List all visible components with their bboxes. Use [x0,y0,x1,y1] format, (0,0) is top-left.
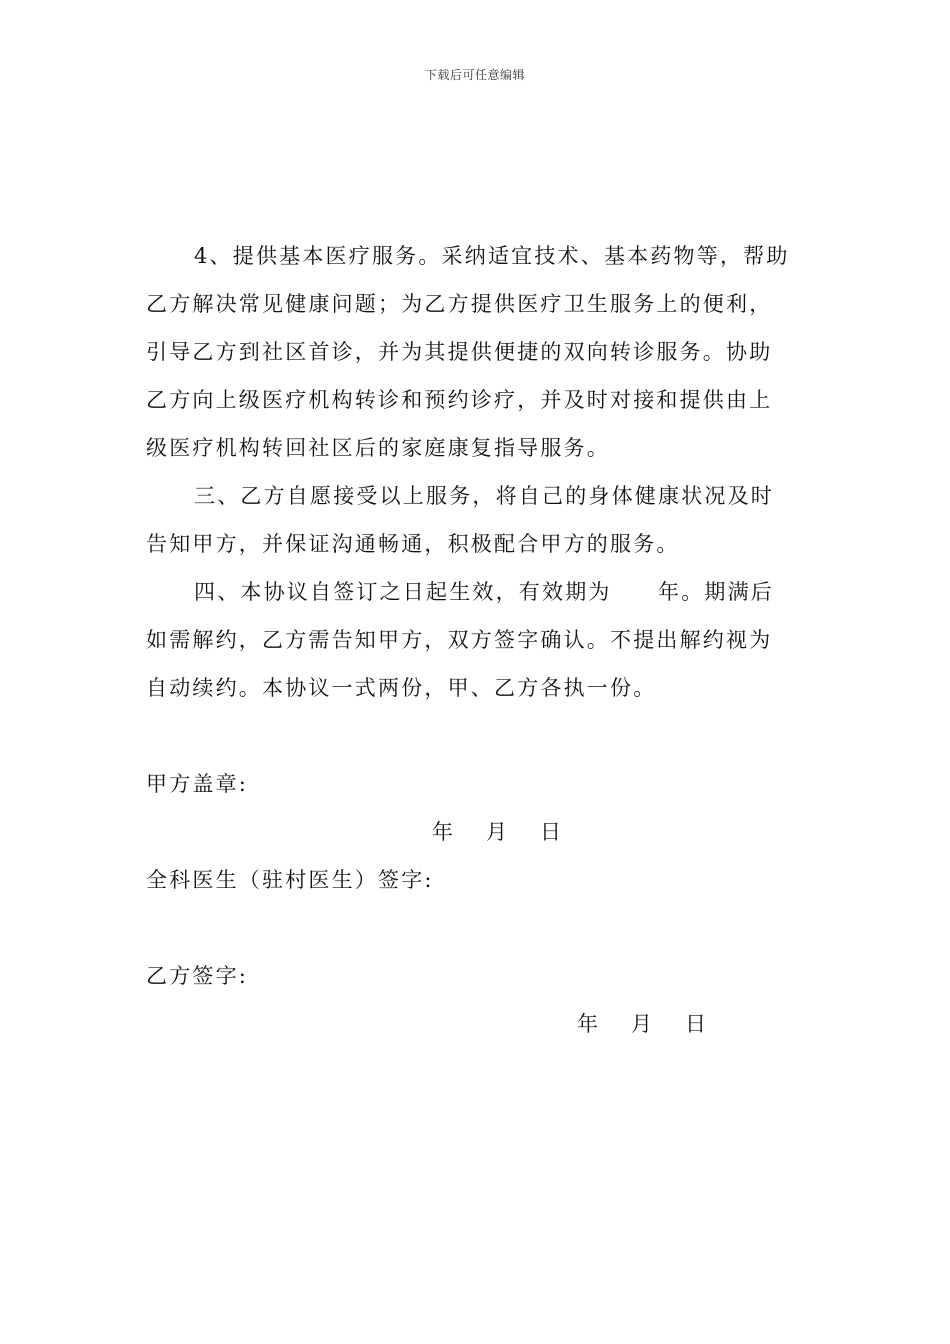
clause-3-line-2: 告知甲方，并保证沟通畅通，积极配合甲方的服务。 [146,532,680,556]
date-line-2: 年 月 日 [577,1012,712,1036]
date-line-1: 年 月 日 [432,820,567,844]
clause-4-line-3: 自动续约。本协议一式两份，甲、乙方各执一份。 [146,676,657,700]
party-b-signature-label: 乙方签字: [146,964,249,988]
paragraph-4-line-2: 乙方解决常见健康问题；为乙方提供医疗卫生服务上的便利， [146,292,773,316]
paragraph-4-line-1: 4、提供基本医疗服务。采纳适宜技术、基本药物等，帮助 [194,244,790,268]
party-a-seal-label: 甲方盖章: [146,772,249,796]
clause-4-line-1: 四、本协议自签订之日起生效，有效期为 年。期满后 [194,580,774,604]
paragraph-4-line-4: 乙方向上级医疗机构转诊和预约诊疗，并及时对接和提供由上 [146,388,773,412]
paragraph-4-line-5: 级医疗机构转回社区后的家庭康复指导服务。 [146,436,610,460]
clause-4-line-2: 如需解约，乙方需告知甲方，双方签字确认。不提出解约视为 [146,628,773,652]
page-header-note: 下载后可任意编辑 [424,68,525,82]
paragraph-4-line-3: 引导乙方到社区首诊，并为其提供便捷的双向转诊服务。协助 [146,340,773,364]
clause-3-line-1: 三、乙方自愿接受以上服务，将自己的身体健康状况及时 [194,484,774,508]
doctor-signature-label: 全科医生（驻村医生）签字: [146,868,434,892]
